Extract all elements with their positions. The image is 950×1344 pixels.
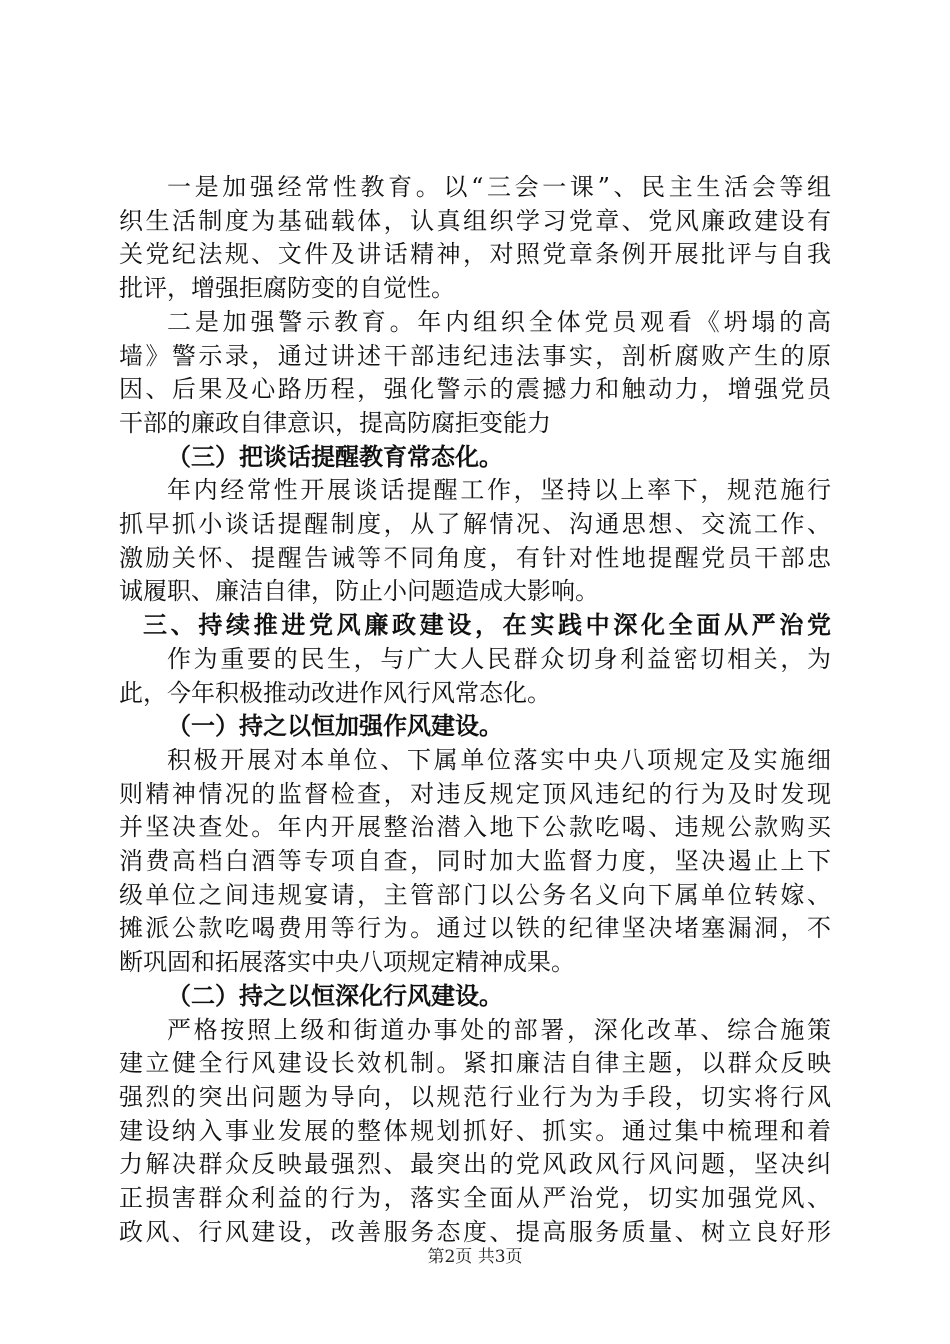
- chapter-heading: 三、持续推进党风廉政建设，在实践中深化全面从严治党: [143, 610, 831, 639]
- paragraph-line: 积极开展对本单位、下属单位落实中央八项规定及实施细: [167, 746, 831, 774]
- paragraph-line: 年内经常性开展谈话提醒工作，坚持以上率下，规范施行: [167, 476, 831, 504]
- paragraph-line: 关党纪法规、文件及讲话精神，对照党章条例开展批评与自我: [119, 240, 831, 268]
- section-heading: （二）持之以恒深化行风建设。: [167, 981, 503, 1010]
- paragraph-line: 一是加强经常性教育。以“三会一课”、民主生活会等组: [167, 173, 831, 201]
- page-footer: [0, 1242, 950, 1267]
- paragraph-line: 强烈的突出问题为导向，以规范行业行为为手段，切实将行风: [119, 1083, 831, 1111]
- paragraph-line: 作为重要的民生，与广大人民群众切身利益密切相关，为: [167, 645, 831, 673]
- paragraph-line: 抓早抓小谈话提醒制度，从了解情况、沟通思想、交流工作、: [119, 510, 831, 538]
- paragraph-line: 干部的廉政自律意识，提高防腐拒变能力: [119, 409, 551, 437]
- paragraph-line: 级单位之间违规宴请，主管部门以公务名义向下属单位转嫁、: [119, 881, 831, 909]
- paragraph-line: 力解决群众反映最强烈、最突出的党风政风行风问题，坚决纠: [119, 1150, 831, 1178]
- paragraph-line: 则精神情况的监督检查，对违反规定顶风违纪的行为及时发现: [119, 780, 831, 808]
- paragraph-line: 二是加强警示教育。年内组织全体党员观看《坍塌的高: [167, 308, 831, 336]
- paragraph-line: 严格按照上级和街道办事处的部署，深化改革、综合施策: [167, 1016, 831, 1044]
- paragraph-line: 并坚决查处。年内开展整治潜入地下公款吃喝、违规公款购买: [119, 813, 831, 841]
- paragraph-line: 正损害群众利益的行为，落实全面从严治党，切实加强党风、: [119, 1184, 831, 1212]
- section-heading: （一）持之以恒加强作风建设。: [167, 711, 503, 740]
- page-indicator: 第2页 共3页: [427, 1247, 523, 1267]
- paragraph-line: 激励关怀、提醒告诫等不同角度，有针对性地提醒党员干部忠: [119, 544, 831, 572]
- paragraph-line: 建立健全行风建设长效机制。紧扣廉洁自律主题，以群众反映: [119, 1049, 831, 1077]
- paragraph-line: 断巩固和拓展落实中央八项规定精神成果。: [119, 948, 575, 976]
- paragraph-line: 摊派公款吃喝费用等行为。通过以铁的纪律坚决堵塞漏洞，不: [119, 914, 831, 942]
- paragraph-line: 此，今年积极推动改进作风行风常态化。: [119, 679, 551, 707]
- paragraph-line: 建设纳入事业发展的整体规划抓好、抓实。通过集中梳理和着: [119, 1117, 831, 1145]
- paragraph-line: 政风、行风建设，改善服务态度、提高服务质量、树立良好形: [119, 1218, 831, 1246]
- paragraph-line: 织生活制度为基础载体，认真组织学习党章、党风廉政建设有: [119, 207, 831, 235]
- paragraph-line: 批评，增强拒腐防变的自觉性。: [119, 274, 455, 302]
- paragraph-line: 墙》警示录，通过讲述干部违纪违法事实，剖析腐败产生的原: [119, 342, 831, 370]
- paragraph-line: 消费高档白酒等专项自查，同时加大监督力度，坚决遏止上下: [119, 847, 831, 875]
- section-heading: （三）把谈话提醒教育常态化。: [167, 442, 503, 471]
- paragraph-line: 因、后果及心路历程，强化警示的震撼力和触动力，增强党员: [119, 375, 831, 403]
- paragraph-line: 诚履职、廉洁自律，防止小问题造成大影响。: [119, 577, 599, 605]
